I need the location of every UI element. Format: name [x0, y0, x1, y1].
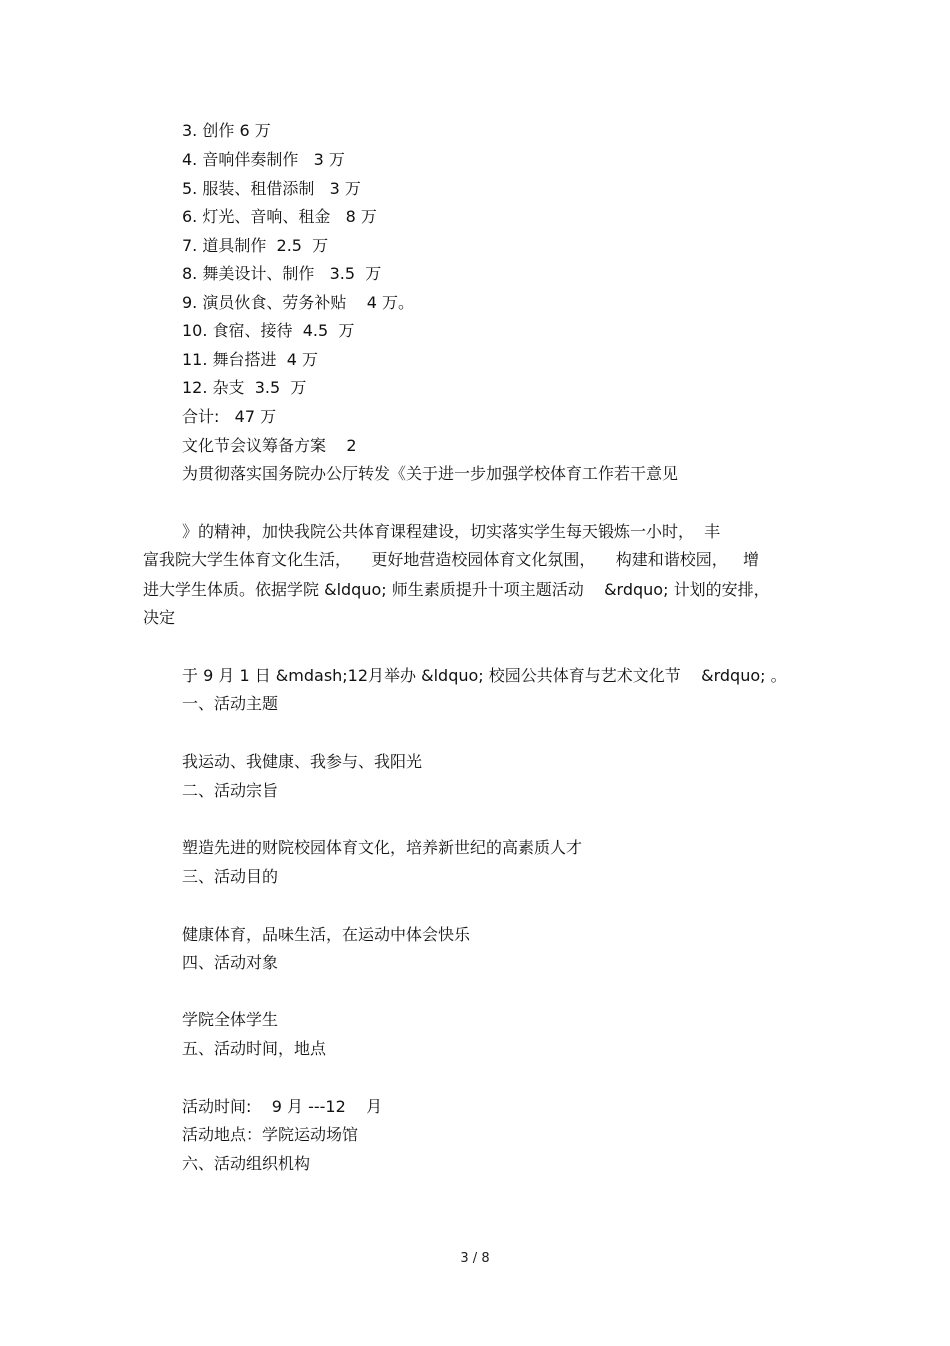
section-6-heading: 六、活动组织机构 — [182, 1154, 311, 1173]
plan-intro-line-2: 》的精神，加快我院公共体育课程建设，切实落实学生每天锻炼一小时， 丰 — [182, 522, 721, 541]
section-4-body: 学院全体学生 — [182, 1010, 279, 1029]
budget-item-4: 4. 音响伴奏制作 3 万 — [182, 150, 345, 169]
budget-item-9: 9. 演员伙食、劳务补贴 4 万。 — [182, 293, 414, 312]
budget-item-7: 7. 道具制作 2.5 万 — [182, 236, 329, 255]
plan-intro-line-4: 进大学生体质。依据学院 &ldquo; 师生素质提升十项主题活动 &rdquo; 计划的安排， — [143, 580, 770, 599]
plan-title: 文化节会议筹备方案 2 — [182, 436, 357, 455]
budget-item-11: 11. 舞台搭进 4 万 — [182, 350, 318, 369]
section-5-time: 活动时间: 9 月 ---12 月 — [182, 1097, 383, 1116]
budget-item-12: 12. 杂支 3.5 万 — [182, 378, 307, 397]
plan-intro-line-1: 为贯彻落实国务院办公厅转发《关于进一步加强学校体育工作若干意见 — [182, 464, 679, 483]
section-2-body: 塑造先进的财院校园体育文化，培养新世纪的高素质人才 — [182, 838, 583, 857]
section-2-heading: 二、活动宗旨 — [182, 781, 279, 800]
section-4-heading: 四、活动对象 — [182, 953, 279, 972]
budget-item-10: 10. 食宿、接待 4.5 万 — [182, 321, 355, 340]
section-1-body: 我运动、我健康、我参与、我阳光 — [182, 752, 423, 771]
section-5-heading: 五、活动时间，地点 — [182, 1039, 327, 1058]
section-3-body: 健康体育，品味生活，在运动中体会快乐 — [182, 925, 471, 944]
section-5-place: 活动地点：学院运动场馆 — [182, 1125, 359, 1144]
budget-item-6: 6. 灯光、音响、租金 8 万 — [182, 207, 377, 226]
plan-intro-line-3: 富我院大学生体育文化生活， 更好地营造校园体育文化氛围， 构建和谐校园， 增 — [143, 550, 759, 569]
page-number: 3 / 8 — [460, 1251, 490, 1266]
budget-item-3: 3. 创作 6 万 — [182, 121, 271, 140]
section-1-heading: 一、活动主题 — [182, 694, 279, 713]
plan-intro-line-5: 决定 — [143, 608, 176, 627]
section-3-heading: 三、活动目的 — [182, 867, 279, 886]
budget-item-5: 5. 服装、租借添制 3 万 — [182, 179, 361, 198]
budget-total: 合计: 47 万 — [182, 407, 277, 426]
plan-intro-line-6: 于 9 月 1 日 &mdash;12月举办 &ldquo; 校园公共体育与艺术文化节 &rdquo; 。 — [182, 666, 787, 685]
budget-item-8: 8. 舞美设计、制作 3.5 万 — [182, 264, 382, 283]
